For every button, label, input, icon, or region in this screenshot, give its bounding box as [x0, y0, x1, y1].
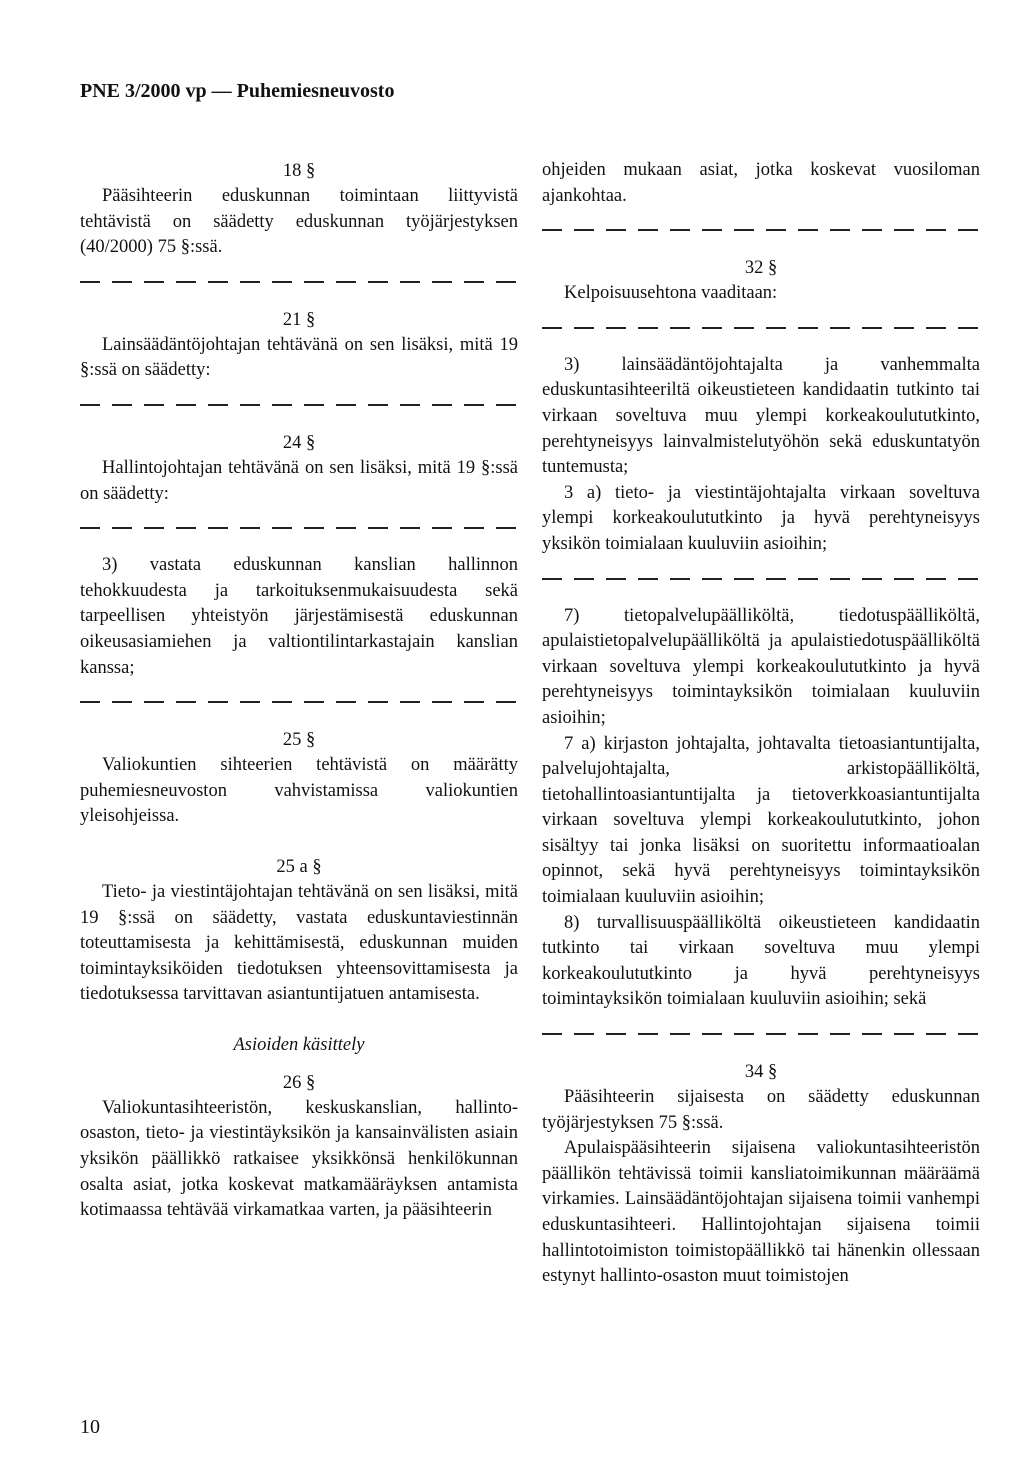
section-21-text: Lainsäädäntöjohtajan tehtävänä on sen lisäksi, mitä 19 §:ssä on säädetty:	[80, 334, 518, 381]
section-32-item-3: 3) lainsäädäntöjohtajalta ja vanhemmalta eduskuntasihteeriltä oikeustieteen kandidaatin tutkinto tai virkaan soveltuva muu ylempi korkeakoulututkinto, perehtyneisyys lainvalmistelutyöhön sekä eduskuntatyön tuntemusta;	[542, 354, 980, 478]
section-26-text: Valiokuntasihteeristön, keskuskanslian, hallinto-osaston, tieto- ja viestintäyksikön ja kansainvälisten asiain yksikön päällikkö ratkaisee yksikkönsä henkilökunnan osalta asiat, jotka koskevat matkamääräyksen antamista kotimaassa tehtävää virkamatkaa varten, ja pääsihteerin	[80, 1097, 518, 1221]
section-24-item-3: 3) vastata eduskunnan kanslian hallinnon tehokkuudesta ja tarkoituksenmukaisuudesta sekä tarpeellisen yhteistyön järjestämisestä eduskunnan oikeusasiamiehen ja valtiontilintarkastajain kanslian kanssa;	[80, 555, 518, 678]
subheading: Asioiden käsittely	[233, 1034, 365, 1055]
section-24-text: Hallintojohtajan tehtävänä on sen lisäksi, mitä 19 §:ssä on säädetty:	[80, 457, 518, 504]
section-32-title: 32 §	[744, 258, 778, 279]
section-25-title: 25 §	[282, 730, 316, 751]
section-24-title: 24 §	[282, 432, 316, 453]
left-column	[80, 158, 518, 1224]
page-number: 10	[80, 1416, 100, 1438]
omission-divider	[80, 527, 518, 529]
section-25a-text: Tieto- ja viestintäjohtajan tehtävänä on sen lisäksi, mitä 19 §:ssä on säädetty, vastata eduskuntaviestinnän toteuttamisesta ja kehittämisestä, eduskunnan muiden toimintayksiköiden tiedotuksen yhteensovittamisesta ja tiedotuksessa tarvittavan asiantuntijatuen antamisesta.	[80, 881, 518, 1005]
omission-divider	[80, 404, 518, 406]
section-18-title: 18 §	[282, 161, 316, 181]
page-header: PNE 3/2000 vp — Puhemiesneuvosto	[80, 80, 395, 102]
section-34-text-2: Apulaispääsihteerin sijaisena valiokuntasihteeristön päällikön tehtävissä toimii kansliatoimikunnan määräämä virkamies. Lainsäädäntöjohtajan sijaisena toimii vanhempi eduskuntasihteeri. Hallintojohtajan sijaisena toimii hallintotoimiston toimistopäällikkö tai hänenkin ollessaan estynyt hallinto-osaston muut toimistojen	[542, 1138, 980, 1287]
section-18-text: Pääsihteerin eduskunnan toimintaan liittyvistä tehtävistä on säädetty eduskunnan työjärjestyksen (40/2000) 75 §:ssä.	[80, 186, 518, 258]
omission-divider	[80, 701, 518, 703]
section-25-text: Valiokuntien sihteerien tehtävistä on määrätty puhemiesneuvoston vahvistamissa valiokuntien yleisohjeissa.	[80, 755, 518, 827]
section-32-item-3a: 3 a) tieto- ja viestintäjohtajalta virkaan soveltuva ylempi korkeakoulututkinto ja hyvä perehtyneisyys yksikön toimialaan kuuluviin asioihin;	[542, 482, 980, 554]
omission-divider	[542, 578, 980, 580]
right-column	[542, 158, 980, 1290]
section-34-text-1: Pääsihteerin sijaisesta on säädetty eduskunnan työjärjestyksen 75 §:ssä.	[542, 1087, 980, 1133]
section-34-title: 34 §	[744, 1062, 778, 1083]
section-25a-title: 25 a §	[276, 856, 322, 877]
section-26-title: 26 §	[282, 1072, 316, 1093]
omission-divider	[542, 327, 980, 329]
omission-divider	[542, 229, 980, 231]
section-32-item-7: 7) tietopalvelupäälliköltä, tiedotuspäälliköltä, apulaistietopalvelupäälliköltä ja apulaistiedotuspäälliköltä virkaan soveltuva ylempi korkeakoulututkinto ja hyvä perehtyneisyys toimintayksikön toimialaan kuuluviin asioihin;	[542, 605, 980, 728]
omission-divider	[542, 1033, 980, 1035]
continued-text: ohjeiden mukaan asiat, jotka koskevat vuosiloman ajankohtaa.	[542, 160, 980, 206]
omission-divider	[80, 281, 518, 283]
section-21-title: 21 §	[282, 309, 316, 330]
section-32-item-7a: 7 a) kirjaston johtajalta, johtavalta tietoasiantuntijalta, palvelujohtajalta, arkistopäälliköltä, tietohallintoasiantuntijalta ja tietoverkkoasiantuntijalta virkaan soveltuva ylempi korkeakoulututkinto, johon sisältyy tai jonka lisäksi on suoritettu informaatioalan opinnot, sekä hyvä perehtyneisyys toimintayksikön toimialaan kuuluviin asioihin;	[542, 733, 980, 908]
section-32-item-8: 8) turvallisuuspäälliköltä oikeustieteen kandidaatin tutkinto tai virkaan soveltuva muu ylempi korkeakoulututkinto ja hyvä perehtyneisyys toimintayksikön toimialaan kuuluviin asioihin; sekä	[542, 912, 980, 1010]
section-32-intro: Kelpoisuusehtona vaaditaan:	[564, 283, 778, 304]
